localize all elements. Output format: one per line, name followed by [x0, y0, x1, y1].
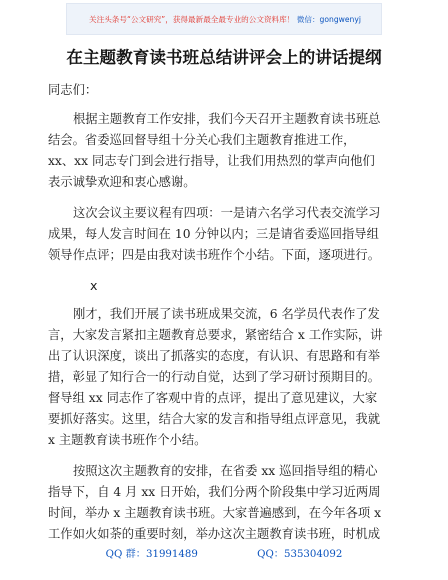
paragraph-line: xx、xx 同志专门到会进行指导，让我们用热烈的掌声向他们: [48, 154, 375, 168]
paragraph-line: 刚才，我们开展了读书班成果交流，6 名学员代表作了发: [73, 307, 380, 321]
paragraph-line: 成果，每人发言时间在 10 分钟以内；三是请省委巡回指导组: [48, 227, 379, 241]
paragraph-line: 时间，举办 x 主题教育读书班。大家普遍感到，在今年各项 x: [48, 506, 382, 520]
paragraph-line: 措，彰显了知行合一的行动自觉，达到了学习研讨预期目的。: [48, 370, 381, 384]
paragraph-line: 指导下，自 4 月 xx 日开始，我们分两个阶段集中学习近两周: [48, 485, 381, 499]
section-marker: x: [90, 278, 98, 293]
paragraph-line: 根据主题教育工作安排，我们今天召开主题教育读书班总: [73, 112, 381, 126]
paragraph-line: 督导组 xx 同志作了客观中肯的点评，提出了意见建议，大家: [48, 391, 378, 405]
paragraph-line: 言，大家发言紧扣主题教育总要求，紧密结合 x 工作实际，讲: [48, 328, 383, 342]
document-title: 在主题教育读书班总结讲评会上的讲话提纲: [66, 48, 382, 67]
paragraph-line: 要抓好落实。这里，结合大家的发言和指导组点评意见，我就: [48, 412, 381, 426]
paragraph-line: 工作如火如荼的重要时刻，举办这次主题教育读书班，时机成: [48, 527, 381, 541]
promo-banner-wechat: 微信：gongwenyj: [296, 15, 361, 24]
salutation: 同志们：: [48, 83, 98, 97]
paragraph-line: 表示诚挚欢迎和衷心感谢。: [48, 175, 196, 189]
paragraph-line: 出了认识深度，谈出了抓落实的态度，有认识、有思路和有举: [48, 349, 381, 363]
paragraph-line: 按照这次主题教育的安排，在省委 xx 巡回指导组的精心: [73, 464, 378, 478]
promo-banner[interactable]: [66, 3, 382, 35]
document-body: [48, 80, 406, 545]
promo-banner-message: 关注头条号“公文研究”，获得最新最全最专业的公文资料库！: [89, 15, 295, 24]
qq-group-text: QQ 群：31991489: [105, 549, 198, 560]
paragraph-line: x 主题教育读书班作个小结。: [48, 433, 207, 447]
paragraph-line: 结会。省委巡回督导组十分关心我们主题教育推进工作，: [48, 133, 356, 147]
paragraph-line: 领导作点评；四是由我对读书班作个小结。下面，逐项进行。: [48, 248, 381, 262]
paragraph-line: 这次会议主要议程有四项：一是请六名学习代表交流学习: [73, 206, 381, 220]
qq-text: QQ：535304092: [257, 549, 343, 560]
footer-contact: [0, 548, 448, 562]
promo-banner-text: [67, 15, 383, 25]
